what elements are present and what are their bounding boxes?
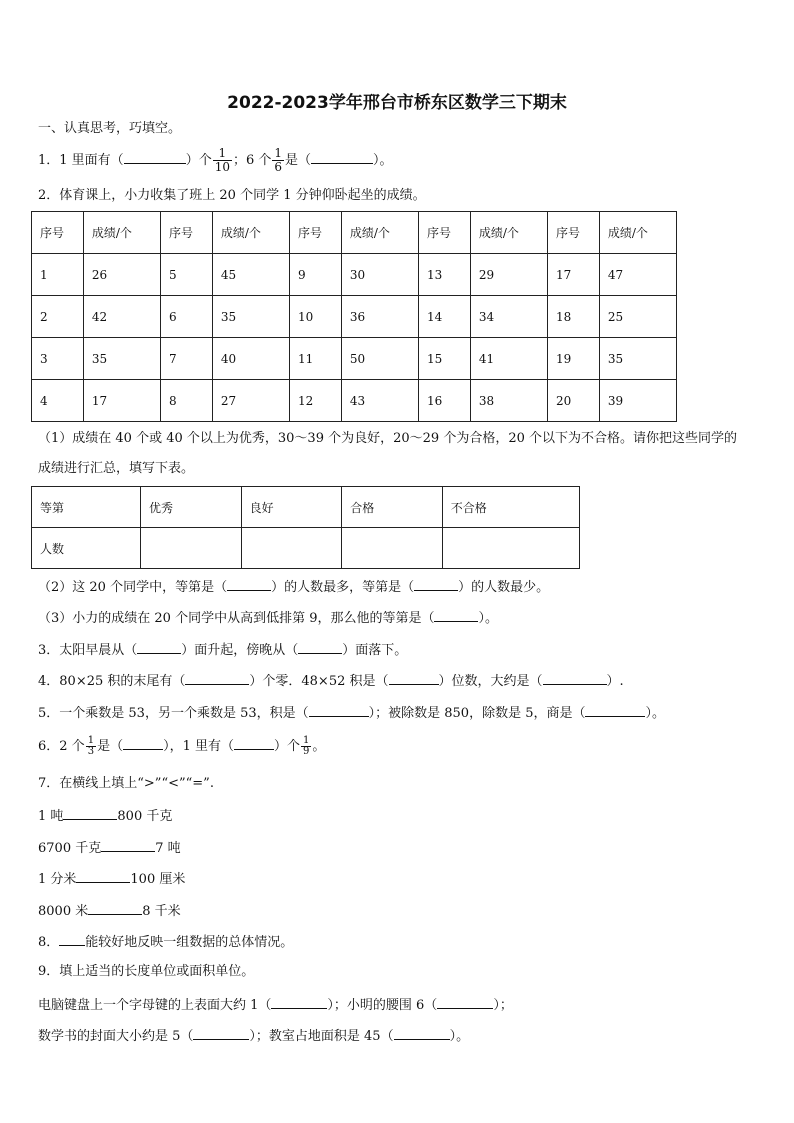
header-cell: 序号 xyxy=(32,212,84,254)
table-cell: 35 xyxy=(599,338,676,380)
row-label-cell: 人数 xyxy=(32,528,141,569)
q6-fraction-2 xyxy=(301,736,311,757)
q6-blank-2[interactable] xyxy=(234,737,274,750)
header-cell: 成绩/个 xyxy=(599,212,676,254)
table-cell: 17 xyxy=(547,254,599,296)
q7-item xyxy=(38,807,172,825)
table-row xyxy=(32,254,677,296)
question-9-line-1 xyxy=(38,996,513,1014)
q2-2-text-a: （2）这 20 个同学中，等第是（ xyxy=(38,580,228,595)
q2-2-text-b: ）的人数最多，等第是（ xyxy=(271,580,415,595)
q7-item xyxy=(38,870,185,888)
table-cell: 50 xyxy=(341,338,418,380)
q4-blank-2[interactable] xyxy=(389,672,439,685)
q7-item-right: 100 厘米 xyxy=(130,872,186,887)
question-9-line-2 xyxy=(38,1027,469,1045)
table-cell: 8 xyxy=(160,380,212,422)
header-cell: 成绩/个 xyxy=(470,212,547,254)
header-cell: 成绩/个 xyxy=(83,212,160,254)
q5-text-c: ）。 xyxy=(645,706,665,721)
fraction-numerator: 1 xyxy=(87,735,95,746)
score-table xyxy=(31,211,677,422)
q7-item-left: 1 吨 xyxy=(38,809,64,824)
question-8 xyxy=(38,933,293,951)
answer-cell[interactable] xyxy=(342,528,443,569)
q3-blank-1[interactable] xyxy=(137,641,181,654)
table-cell: 20 xyxy=(547,380,599,422)
q3-text-c: ）面落下。 xyxy=(342,643,408,658)
q2-3-text-a: （3）小力的成绩在 20 个同学中从高到低排第 9，那么他的等第是（ xyxy=(38,611,435,626)
question-2-2 xyxy=(38,578,549,596)
q5-text-b: ）；被除数是 850，除数是 5，商是（ xyxy=(368,706,586,721)
q6-text-a: 6．2 个 xyxy=(38,739,85,754)
table-cell: 3 xyxy=(32,338,84,380)
q4-text-d: ）. xyxy=(606,674,624,689)
q6-text-b: 是（ xyxy=(97,739,124,754)
q2-2-blank-1[interactable] xyxy=(227,578,271,591)
table-cell: 9 xyxy=(289,254,341,296)
table-cell: 30 xyxy=(341,254,418,296)
table-row xyxy=(32,338,677,380)
q8-text-a: 8． xyxy=(38,935,60,950)
table-cell: 7 xyxy=(160,338,212,380)
table-cell: 6 xyxy=(160,296,212,338)
q3-text-b: ）面升起，傍晚从（ xyxy=(181,643,299,658)
q5-blank-1[interactable] xyxy=(309,704,369,717)
header-cell: 合格 xyxy=(342,487,443,528)
question-9-intro: 9．填上适当的长度单位或面积单位。 xyxy=(38,964,255,979)
table-cell: 2 xyxy=(32,296,84,338)
header-cell: 成绩/个 xyxy=(341,212,418,254)
q5-blank-2[interactable] xyxy=(585,704,645,717)
q6-text-e: 。 xyxy=(312,739,326,754)
q6-text-c: ），1 里有（ xyxy=(163,739,234,754)
q8-blank[interactable] xyxy=(59,933,85,946)
q7-item-right: 800 千克 xyxy=(117,809,173,824)
question-2-intro: 2．体育课上，小力收集了班上 20 个同学 1 分钟仰卧起坐的成绩。 xyxy=(38,188,426,203)
table-cell: 39 xyxy=(599,380,676,422)
table-header-row xyxy=(32,487,580,528)
q1-text-e: ）。 xyxy=(373,153,393,168)
q1-text-a: 1．1 里面有（ xyxy=(38,153,124,168)
table-cell: 42 xyxy=(83,296,160,338)
q7-item-left: 1 分米 xyxy=(38,872,77,887)
answer-cell[interactable] xyxy=(141,528,242,569)
question-7-intro: 7．在横线上填上“>”“<”“=”. xyxy=(38,776,214,791)
header-cell: 不合格 xyxy=(442,487,579,528)
q7-blank[interactable] xyxy=(101,839,155,852)
q9-text-e: ）；教室占地面积是 45（ xyxy=(249,1029,394,1044)
fraction-denominator: 9 xyxy=(303,746,310,757)
q9-blank-1[interactable] xyxy=(271,996,327,1009)
question-4 xyxy=(38,672,624,690)
question-2-3 xyxy=(38,609,498,627)
table-cell: 47 xyxy=(599,254,676,296)
q6-blank-1[interactable] xyxy=(123,737,163,750)
table-cell: 18 xyxy=(547,296,599,338)
q9-blank-4[interactable] xyxy=(394,1027,450,1040)
fraction-denominator: 3 xyxy=(87,746,95,757)
q1-text-b: ）个 xyxy=(185,153,212,168)
q1-fraction-2 xyxy=(272,147,284,174)
q7-blank[interactable] xyxy=(88,902,142,915)
question-2-1-line-2: 成绩进行汇总，填写下表。 xyxy=(38,461,195,476)
question-3 xyxy=(38,641,407,659)
table-cell: 36 xyxy=(341,296,418,338)
q7-item-left: 6700 千克 xyxy=(38,841,102,856)
table-cell: 19 xyxy=(547,338,599,380)
q7-item-left: 8000 米 xyxy=(38,904,89,919)
table-cell: 29 xyxy=(470,254,547,296)
table-cell: 34 xyxy=(470,296,547,338)
q7-item xyxy=(38,839,181,857)
fraction-denominator: 10 xyxy=(214,160,230,174)
table-cell: 40 xyxy=(212,338,289,380)
grade-table xyxy=(31,486,580,569)
q4-text-b: ）个零．48×52 积是（ xyxy=(249,674,389,689)
q4-text-a: 4．80×25 积的末尾有（ xyxy=(38,674,186,689)
q6-text-d: ）个 xyxy=(273,739,300,754)
header-cell: 序号 xyxy=(418,212,470,254)
header-cell: 成绩/个 xyxy=(212,212,289,254)
q3-text-a: 3．太阳早晨从（ xyxy=(38,643,138,658)
table-cell: 38 xyxy=(470,380,547,422)
q9-blank-3[interactable] xyxy=(193,1027,249,1040)
table-row xyxy=(32,528,580,569)
q4-text-c: ）位数，大约是（ xyxy=(438,674,543,689)
table-cell: 12 xyxy=(289,380,341,422)
q1-fraction-1 xyxy=(213,147,232,174)
page-title: 2022-2023学年邢台市桥东区数学三下期末 xyxy=(227,93,567,113)
table-header-row xyxy=(32,212,677,254)
table-cell: 45 xyxy=(212,254,289,296)
header-cell: 序号 xyxy=(547,212,599,254)
q8-text-b: 能较好地反映一组数据的总体情况。 xyxy=(85,935,294,950)
q7-item xyxy=(38,902,181,920)
table-cell: 27 xyxy=(212,380,289,422)
table-cell: 26 xyxy=(83,254,160,296)
table-cell: 43 xyxy=(341,380,418,422)
q9-text-a: 电脑键盘上一个字母键的上表面大约 1（ xyxy=(38,998,272,1013)
question-6 xyxy=(38,732,325,762)
table-cell: 10 xyxy=(289,296,341,338)
q2-2-blank-2[interactable] xyxy=(414,578,458,591)
header-cell: 序号 xyxy=(289,212,341,254)
fraction-denominator: 6 xyxy=(274,160,283,174)
q4-blank-3[interactable] xyxy=(543,672,607,685)
q2-2-text-c: ）的人数最少。 xyxy=(458,580,550,595)
answer-cell[interactable] xyxy=(241,528,342,569)
table-row xyxy=(32,296,677,338)
q9-text-b: ）；小明的腰围 6（ xyxy=(327,998,438,1013)
fraction-numerator: 1 xyxy=(213,147,232,161)
table-cell: 11 xyxy=(289,338,341,380)
question-1 xyxy=(38,146,393,176)
q1-text-c: ；6 个 xyxy=(232,153,272,168)
q4-blank-1[interactable] xyxy=(185,672,249,685)
q1-text-d: 是（ xyxy=(285,153,312,168)
fraction-numerator: 1 xyxy=(303,735,310,746)
table-cell: 35 xyxy=(212,296,289,338)
q3-blank-2[interactable] xyxy=(298,641,342,654)
table-cell: 1 xyxy=(32,254,84,296)
table-cell: 4 xyxy=(32,380,84,422)
question-5 xyxy=(38,704,665,722)
table-cell: 41 xyxy=(470,338,547,380)
q1-blank-2[interactable] xyxy=(311,151,373,164)
table-cell: 15 xyxy=(418,338,470,380)
table-cell: 17 xyxy=(83,380,160,422)
table-cell: 5 xyxy=(160,254,212,296)
fraction-numerator: 1 xyxy=(274,146,283,160)
q7-blank[interactable] xyxy=(63,807,117,820)
table-cell: 14 xyxy=(418,296,470,338)
q7-item-right: 7 吨 xyxy=(155,841,181,856)
answer-cell[interactable] xyxy=(442,528,579,569)
table-cell: 35 xyxy=(83,338,160,380)
q9-blank-2[interactable] xyxy=(437,996,493,1009)
header-cell: 优秀 xyxy=(141,487,242,528)
q6-fraction-1 xyxy=(86,736,96,757)
q5-text-a: 5．一个乘数是 53，另一个乘数是 53，积是（ xyxy=(38,706,309,721)
q1-blank-1[interactable] xyxy=(124,151,186,164)
q2-3-blank[interactable] xyxy=(434,609,478,622)
q9-text-f: ）。 xyxy=(449,1029,470,1044)
q7-item-right: 8 千米 xyxy=(142,904,181,919)
q9-text-d: 数学书的封面大小约是 5（ xyxy=(38,1029,194,1044)
q7-blank[interactable] xyxy=(76,870,130,883)
section-heading: 一、认真思考，巧填空。 xyxy=(38,121,182,136)
table-cell: 25 xyxy=(599,296,676,338)
header-cell: 等第 xyxy=(32,487,141,528)
table-cell: 13 xyxy=(418,254,470,296)
header-cell: 良好 xyxy=(241,487,342,528)
header-cell: 序号 xyxy=(160,212,212,254)
q9-text-c: ）； xyxy=(493,998,513,1013)
q2-3-text-b: ）。 xyxy=(478,611,498,626)
table-cell: 16 xyxy=(418,380,470,422)
table-row xyxy=(32,380,677,422)
question-2-1-line-1: （1）成绩在 40 个或 40 个以上为优秀，30～39 个为良好，20～29 个为合格，20 个以下为不合格。请你把这些同学的 xyxy=(38,431,737,446)
